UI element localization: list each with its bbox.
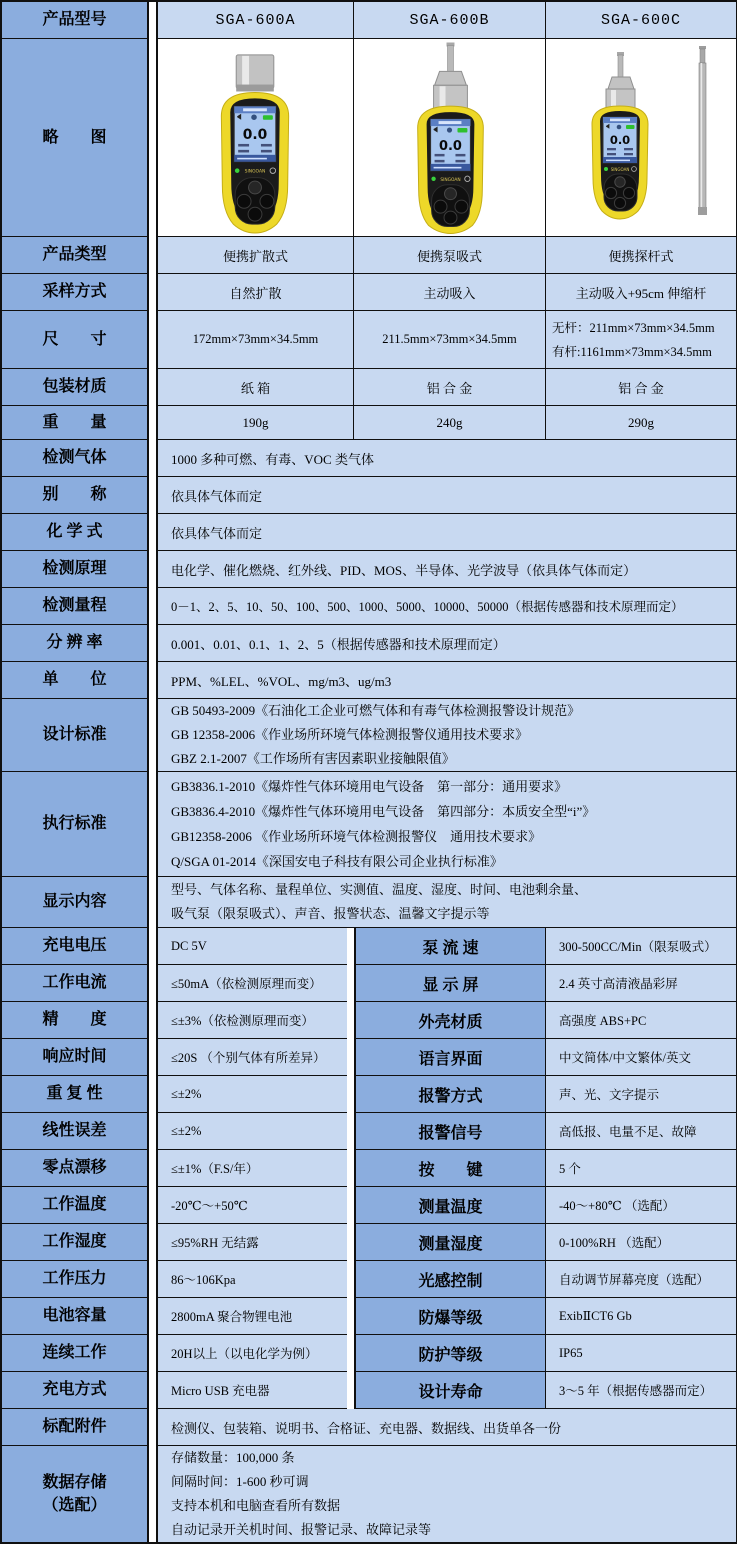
- divider: [149, 39, 156, 237]
- spec-row-size: [2, 311, 735, 369]
- right-button: [623, 187, 634, 198]
- divider: [149, 440, 156, 477]
- cell-sampling-c: 主动吸入+95cm 伸缩杆: [546, 274, 736, 311]
- screen-reading: 0.0: [439, 138, 462, 154]
- divider: [149, 928, 156, 965]
- row-header-display-content: 显示内容: [2, 877, 149, 928]
- row-header-measure-temp: 测量温度: [354, 1187, 546, 1224]
- size-with-rod: 有杆:1161mm×73mm×34.5mm: [552, 344, 712, 359]
- device-illustration-diffusion: [158, 40, 353, 236]
- row-header-battery-capacity: 电池容量: [2, 1298, 149, 1335]
- row-header-explosion-proof: 防爆等级: [354, 1298, 546, 1335]
- row-header-working-pressure: 工作压力: [2, 1261, 149, 1298]
- spec-row-sampling: [2, 274, 735, 311]
- divider: [149, 1372, 156, 1409]
- divider: [149, 514, 156, 551]
- row-header-product-type: 产品类型: [2, 237, 149, 274]
- brand-label: SINGOAN: [610, 166, 630, 172]
- divider: [149, 2, 156, 39]
- row-header-repeatability: 重 复 性: [2, 1076, 149, 1113]
- cell-exec-standards: [156, 772, 736, 877]
- divider: [347, 1150, 354, 1187]
- display-line: 吸气泵（限泵吸式）、声音、报警状态、温馨文字提示等: [171, 906, 490, 921]
- model-name-sga-600a: SGA-600A: [156, 2, 354, 39]
- spec-row-exec-standards: [2, 772, 735, 877]
- divider: [347, 1372, 354, 1409]
- row-header-design-standards: 设计标准: [2, 699, 149, 772]
- led-indicator: [604, 167, 608, 171]
- divider: [149, 1113, 156, 1150]
- divider: [347, 1039, 354, 1076]
- spec-row-range: [2, 588, 735, 625]
- storage-label-line2: （选配）: [42, 1497, 107, 1514]
- divider: [347, 1261, 354, 1298]
- row-header-pump-flow: 泵 流 速: [354, 928, 546, 965]
- pump-probe: [448, 45, 454, 71]
- battery-icon: [626, 125, 635, 129]
- spec-row-package: [2, 369, 735, 406]
- spec-row-resolution: [2, 625, 735, 662]
- divider: [149, 588, 156, 625]
- cell-sampling-b: 主动吸入: [354, 274, 546, 311]
- row-header-alarm-mode: 报警方式: [354, 1076, 546, 1113]
- divider: [149, 772, 156, 877]
- row-header-language: 语言界面: [354, 1039, 546, 1076]
- divider: [149, 274, 156, 311]
- storage-line: 间隔时间：1-600 秒可调: [171, 1474, 309, 1489]
- row-header-alarm-signal: 报警信号: [354, 1113, 546, 1150]
- cell-weight-c: 290g: [546, 406, 736, 440]
- storage-line: 支持本机和电脑查看所有数据: [171, 1498, 341, 1513]
- standard-line: GBZ 2.1-2007《工作场所有害因素职业接触限值》: [171, 751, 455, 766]
- divider: [149, 699, 156, 772]
- enter-button: [614, 197, 625, 208]
- divider: [149, 1446, 156, 1542]
- row-header-gases: 检测气体: [2, 440, 149, 477]
- cell-measure-humidity: 0-100%RH （选配）: [546, 1224, 736, 1261]
- sensor-cap: [606, 89, 635, 108]
- divider: [149, 237, 156, 274]
- row-header-shell-material: 外壳材质: [354, 1002, 546, 1039]
- cell-explosion-proof: ExibⅡCT6 Gb: [546, 1298, 736, 1335]
- cell-buttons: 5 个: [546, 1150, 736, 1187]
- display-line: 型号、气体名称、量程单位、实测值、温度、湿度、时间、电池剩余量、: [171, 882, 588, 897]
- divider: [149, 311, 156, 369]
- row-header-alias: 别 称: [2, 477, 149, 514]
- cell-measure-temp: -40～+80℃ （选配）: [546, 1187, 736, 1224]
- row-header-working-temp: 工作温度: [2, 1187, 149, 1224]
- divider: [149, 1261, 156, 1298]
- divider: [347, 1113, 354, 1150]
- telescopic-rod: [699, 63, 706, 211]
- row-header-size: 尺 寸: [2, 311, 149, 369]
- row-header-working-humidity: 工作湿度: [2, 1224, 149, 1261]
- sensor-cap: [236, 54, 274, 88]
- spec-row-dual: [2, 1039, 735, 1076]
- cell-size-c: [546, 311, 736, 369]
- divider: [149, 477, 156, 514]
- divider: [149, 369, 156, 406]
- divider: [347, 1187, 354, 1224]
- cell-weight-b: 240g: [354, 406, 546, 440]
- device-illustration-pump: [354, 40, 545, 236]
- cell-protection-rating: IP65: [546, 1335, 736, 1372]
- spec-row-principle: [2, 551, 735, 588]
- spec-row-dual: [2, 1150, 735, 1187]
- standard-line: Q/SGA 01-2014《深国安电子科技有限公司企业执行标准》: [171, 854, 503, 869]
- cell-display-content: [156, 877, 736, 928]
- cell-type-a: 便携扩散式: [156, 237, 354, 274]
- size-no-rod: 无杆：211mm×73mm×34.5mm: [552, 320, 715, 335]
- row-header-product-model: 产品型号: [2, 2, 149, 39]
- storage-label-line1: 数据存储: [42, 1473, 107, 1491]
- menu-button: [615, 176, 625, 186]
- row-header-charging-method: 充电方式: [2, 1372, 149, 1409]
- led-indicator: [235, 168, 240, 173]
- fan-icon: [447, 127, 452, 132]
- divider: [149, 662, 156, 699]
- model-name-sga-600c: SGA-600C: [546, 2, 736, 39]
- row-header-protection-rating: 防护等级: [354, 1335, 546, 1372]
- cell-range: 0－1、2、5、10、50、100、500、1000、5000、10000、50000（根据传感器和技术原理而定）: [156, 588, 736, 625]
- spec-row-weight: [2, 406, 735, 440]
- cell-design-standards: [156, 699, 736, 772]
- standard-line: GB 50493-2009《石油化工企业可燃气体和有毒气体检测报警设计规范》: [171, 703, 581, 718]
- divider: [347, 965, 354, 1002]
- divider: [149, 1224, 156, 1261]
- row-header-display-screen: 显 示 屏: [354, 965, 546, 1002]
- screen-reading: 0.0: [609, 132, 631, 147]
- divider: [149, 965, 156, 1002]
- divider: [149, 1187, 156, 1224]
- cell-package-a: 纸 箱: [156, 369, 354, 406]
- spec-row-dual: [2, 1372, 735, 1409]
- device-illustration-probe-rod: [546, 40, 736, 236]
- row-header-light-control: 光感控制: [354, 1261, 546, 1298]
- divider: [149, 1002, 156, 1039]
- cell-accessories: 检测仪、包装箱、说明书、合格证、充电器、数据线、出货单各一份: [156, 1409, 736, 1446]
- telescopic-rod-tip: [700, 49, 705, 63]
- model-header-row: [2, 2, 735, 39]
- cell-response-time: ≤20S （个别气体有所差异）: [156, 1039, 347, 1076]
- spec-row-unit: [2, 662, 735, 699]
- row-header-zero-drift: 零点漂移: [2, 1150, 149, 1187]
- cell-linearity-error: ≤±2%: [156, 1113, 347, 1150]
- divider: [149, 1076, 156, 1113]
- cell-unit: PPM、%LEL、%VOL、mg/m3、ug/m3: [156, 662, 736, 699]
- row-header-accuracy: 精 度: [2, 1002, 149, 1039]
- spec-row-alias: [2, 477, 735, 514]
- row-header-working-current: 工作电流: [2, 965, 149, 1002]
- cell-size-a: 172mm×73mm×34.5mm: [156, 311, 354, 369]
- spec-row-formula: [2, 514, 735, 551]
- screen-reading: 0.0: [242, 126, 268, 143]
- row-header-response-time: 响应时间: [2, 1039, 149, 1076]
- spec-row-gases: [2, 440, 735, 477]
- cell-design-life: 3～5 年（根据传感器而定）: [546, 1372, 736, 1409]
- cell-charging-method: Micro USB 充电器: [156, 1372, 347, 1409]
- standard-line: GB3836.1-2010《爆炸性气体环境用电气设备 第一部分：通用要求》: [171, 779, 568, 794]
- divider: [149, 1409, 156, 1446]
- storage-line: 自动记录开关机时间、报警记录、故障记录等: [171, 1522, 432, 1537]
- left-button: [237, 194, 251, 208]
- cell-accuracy: ≤±3%（依检测原理而变）: [156, 1002, 347, 1039]
- left-button: [434, 200, 447, 213]
- brand-label: SINGOAN: [244, 169, 266, 175]
- divider: [347, 1076, 354, 1113]
- row-header-continuous-work: 连续工作: [2, 1335, 149, 1372]
- cell-language: 中文简体/中文繁体/英文: [546, 1039, 736, 1076]
- cell-alarm-mode: 声、光、文字提示: [546, 1076, 736, 1113]
- row-header-formula: 化 学 式: [2, 514, 149, 551]
- divider: [149, 406, 156, 440]
- spec-row-dual: [2, 1002, 735, 1039]
- row-header-buttons: 按 键: [354, 1150, 546, 1187]
- row-header-weight: 重 量: [2, 406, 149, 440]
- sensor-cap: [434, 85, 468, 108]
- row-header-package: 包装材质: [2, 369, 149, 406]
- spec-row-dual: [2, 1113, 735, 1150]
- device-photo-sga-600c: [546, 39, 736, 237]
- battery-icon: [457, 128, 467, 132]
- divider: [149, 1298, 156, 1335]
- divider: [347, 1224, 354, 1261]
- sketch-row: [2, 39, 735, 237]
- cell-working-humidity: ≤95%RH 无结露: [156, 1224, 347, 1261]
- cell-type-c: 便携探杆式: [546, 237, 736, 274]
- cell-alias: 依具体气体而定: [156, 477, 736, 514]
- fan-icon: [617, 124, 622, 129]
- cell-type-b: 便携泵吸式: [354, 237, 546, 274]
- cell-zero-drift: ≤±1%（F.S/年）: [156, 1150, 347, 1187]
- row-header-design-life: 设计寿命: [354, 1372, 546, 1409]
- model-name-sga-600b: SGA-600B: [354, 2, 546, 39]
- right-button: [455, 200, 468, 213]
- device-photo-sga-600a: [156, 39, 354, 237]
- cell-weight-a: 190g: [156, 406, 354, 440]
- row-header-sampling: 采样方式: [2, 274, 149, 311]
- spec-row-design-standards: [2, 699, 735, 772]
- probe-bell: [608, 77, 634, 89]
- cell-battery-capacity: 2800mA 聚合物锂电池: [156, 1298, 347, 1335]
- cell-working-temp: -20℃～+50℃: [156, 1187, 347, 1224]
- spec-row-product-type: [2, 237, 735, 274]
- spec-row-dual: [2, 1076, 735, 1113]
- cell-package-b: 铝 合 金: [354, 369, 546, 406]
- battery-icon: [263, 115, 273, 119]
- row-header-data-storage: [2, 1446, 149, 1542]
- row-header-linearity-error: 线性误差: [2, 1113, 149, 1150]
- cell-data-storage: [156, 1446, 736, 1542]
- standard-line: GB 12358-2006《作业场所环境气体检测报警仪通用技术要求》: [171, 727, 529, 742]
- cell-gases: 1000 多种可燃、有毒、VOC 类气体: [156, 440, 736, 477]
- row-header-sketch: 略 图: [2, 39, 149, 237]
- row-header-measure-humidity: 测量湿度: [354, 1224, 546, 1261]
- cell-resolution: 0.001、0.01、0.1、1、2、5（根据传感器和技术原理而定）: [156, 625, 736, 662]
- row-header-range: 检测量程: [2, 588, 149, 625]
- row-header-unit: 单 位: [2, 662, 149, 699]
- spec-row-data-storage: [2, 1446, 735, 1542]
- cell-sampling-a: 自然扩散: [156, 274, 354, 311]
- spec-row-dual: [2, 1335, 735, 1372]
- storage-line: 存储数量：100,000 条: [171, 1450, 295, 1465]
- cell-formula: 依具体气体而定: [156, 514, 736, 551]
- telescopic-rod-handle: [698, 207, 707, 215]
- standard-line: GB3836.4-2010《爆炸性气体环境用电气设备 第四部分：本质安全型“i”》: [171, 804, 596, 819]
- cell-light-control: 自动调节屏幕亮度（选配）: [546, 1261, 736, 1298]
- spec-row-dual: [2, 965, 735, 1002]
- divider: [347, 1335, 354, 1372]
- cell-charge-voltage: DC 5V: [156, 928, 347, 965]
- right-button: [260, 194, 274, 208]
- spec-row-dual: [2, 1187, 735, 1224]
- divider: [149, 877, 156, 928]
- brand-label: SINGOAN: [440, 177, 461, 183]
- divider: [347, 928, 354, 965]
- probe-bell: [435, 71, 467, 85]
- divider: [347, 1002, 354, 1039]
- pump-probe: [618, 55, 623, 77]
- cell-repeatability: ≤±2%: [156, 1076, 347, 1113]
- spec-row-dual: [2, 1298, 735, 1335]
- row-header-accessories: 标配附件: [2, 1409, 149, 1446]
- divider: [149, 1335, 156, 1372]
- left-button: [605, 187, 616, 198]
- row-header-resolution: 分 辨 率: [2, 625, 149, 662]
- cell-principle: 电化学、催化燃烧、红外线、PID、MOS、半导体、光学波导（依具体气体而定）: [156, 551, 736, 588]
- spec-row-dual: [2, 1261, 735, 1298]
- row-header-charge-voltage: 充电电压: [2, 928, 149, 965]
- standard-line: GB12358-2006 《作业场所环境气体检测报警仪 通用技术要求》: [171, 829, 542, 844]
- cell-continuous-work: 20H以上（以电化学为例）: [156, 1335, 347, 1372]
- cell-working-current: ≤50mA（依检测原理而变）: [156, 965, 347, 1002]
- menu-button: [445, 187, 457, 199]
- spec-row-display-content: [2, 877, 735, 928]
- divider: [149, 625, 156, 662]
- cell-pump-flow: 300-500CC/Min（限泵吸式）: [546, 928, 736, 965]
- divider: [149, 551, 156, 588]
- spec-row-dual: [2, 1224, 735, 1261]
- led-indicator: [431, 176, 435, 180]
- spec-row-dual: [2, 928, 735, 965]
- cell-shell-material: 高强度 ABS+PC: [546, 1002, 736, 1039]
- cell-package-c: 铝 合 金: [546, 369, 736, 406]
- device-photo-sga-600b: [354, 39, 546, 237]
- divider: [347, 1298, 354, 1335]
- enter-button: [444, 211, 457, 224]
- spec-row-accessories: [2, 1409, 735, 1446]
- divider: [149, 1039, 156, 1076]
- cell-alarm-signal: 高低报、电量不足、故障: [546, 1113, 736, 1150]
- row-header-exec-standards: 执行标准: [2, 772, 149, 877]
- menu-button: [249, 181, 262, 194]
- cell-size-b: 211.5mm×73mm×34.5mm: [354, 311, 546, 369]
- row-header-principle: 检测原理: [2, 551, 149, 588]
- enter-button: [248, 207, 262, 221]
- fan-icon: [251, 114, 257, 120]
- divider: [149, 1150, 156, 1187]
- cell-working-pressure: 86～106Kpa: [156, 1261, 347, 1298]
- cell-display-screen: 2.4 英寸高清液晶彩屏: [546, 965, 736, 1002]
